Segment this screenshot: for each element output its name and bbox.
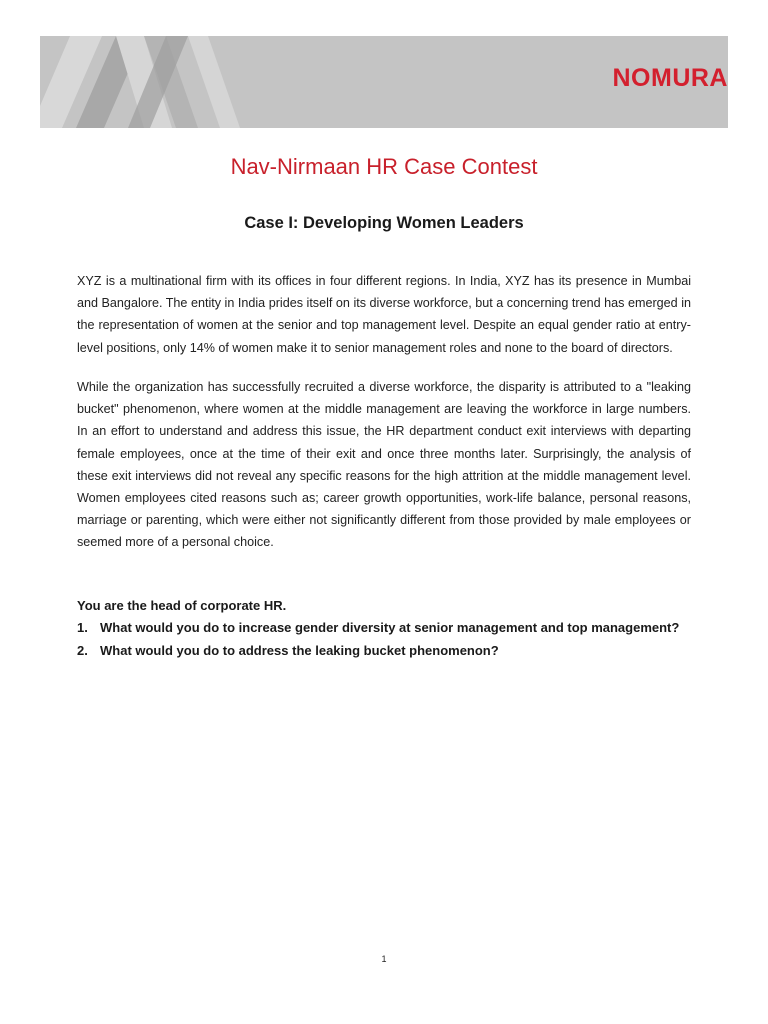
page-number: 1 [381,954,387,964]
body-paragraph-1: XYZ is a multinational firm with its offices in four different regions. In India, XYZ has its presence in Mumbai and Bangalore. The entity in India prides itself on its diverse workforce, but a concerning trend has emerged in the representation of women at the senior and top management level. Despite an equal gender ratio at entry-level positions, only 14% of women make it to senior management roles and none to the board of directors. [77,274,691,355]
question-text: What would you do to increase gender diversity at senior management and top management? [100,620,680,635]
question-list [77,617,691,662]
body-paragraph-2: While the organization has successfully recruited a diverse workforce, the disparity is attributed to a "leaking bucket" phenomenon, where women at the middle management are leaving the workforce in large numbers. In an effort to understand and address this issue, the HR department conduct exit interviews with departing female employees, once at the time of their exit and once three months later. Surprisingly, the analysis of these exit interviews did not reveal any specific reasons for the high attrition at the middle management level. Women employees cited reasons such as; career growth opportunities, work-life balance, personal reasons, marriage or parenting, which were either not significantly different from those provided by male employees or seemed more of a personal choice. [77,380,691,550]
case-title: Case I: Developing Women Leaders [244,214,524,232]
question-number: 1. [77,620,88,635]
question-text: What would you do to address the leaking bucket phenomenon? [100,642,499,658]
question-item [77,640,691,663]
document-title: Nav-Nirmaan HR Case Contest [230,154,538,179]
role-prompt: You are the head of corporate HR. [77,598,287,613]
nomura-logo: NOMURA [612,64,728,92]
question-item [77,617,691,640]
question-number: 2. [77,642,88,658]
